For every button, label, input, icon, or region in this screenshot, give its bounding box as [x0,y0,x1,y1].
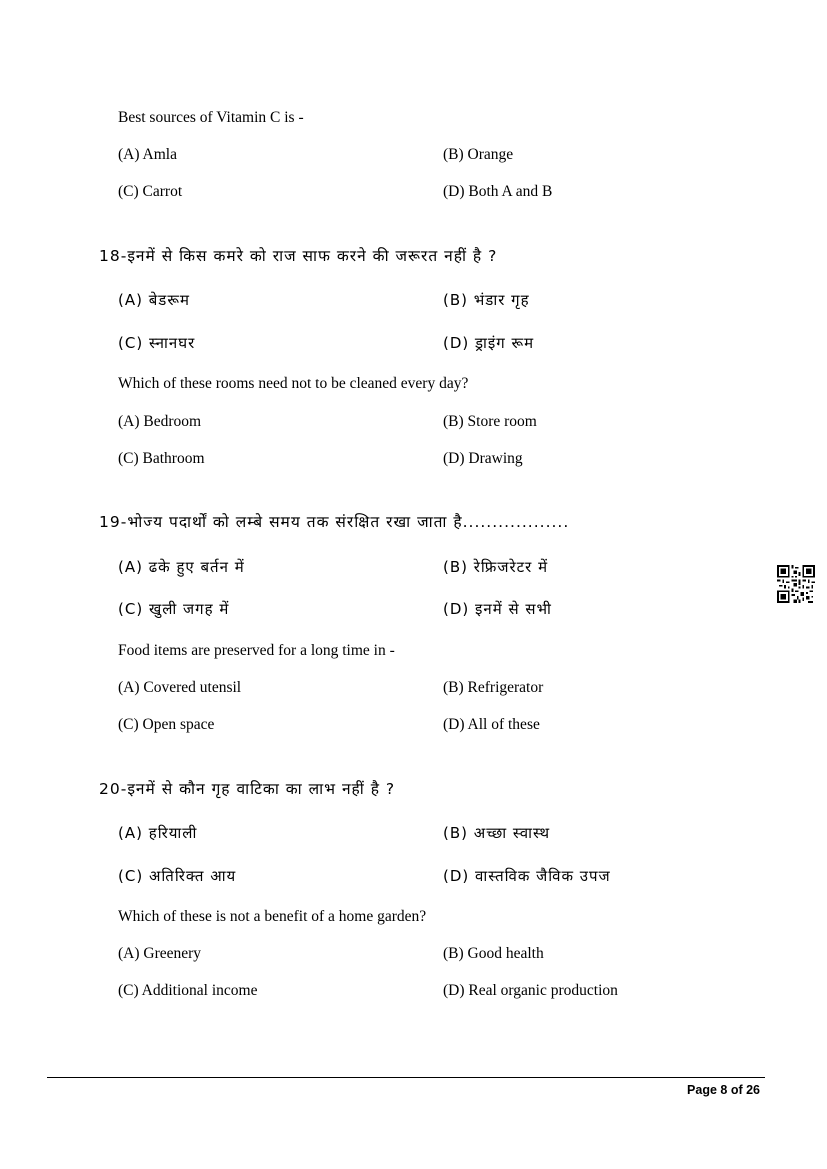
q20-option-a-hi: (A) हरियाली [118,824,198,842]
q20-option-a-en: (A) Greenery [118,945,202,962]
q19-question-hi: 19-भोज्य पदार्थों को लम्बे समय तक संरक्षित रखा जाता है.................. [99,513,570,531]
q18-option-c-hi: (C) स्नानघर [118,334,196,352]
q19-option-a-hi: (A) ढके हुए बर्तन में [118,558,245,576]
page-number: Page 8 of 26 [687,1083,760,1097]
q18-option-a-en: (A) Bedroom [118,413,202,430]
q20-question-hi: 20-इनमें से कौन गृह वाटिका का लाभ नहीं है ? [99,780,396,798]
q19-question-en: Food items are preserved for a long time in - [118,642,395,659]
q20-option-b-hi: (B) अच्छा स्वास्थ [443,824,551,842]
q19-option-c-en: (C) Open space [118,716,215,733]
q18-option-c-en: (C) Bathroom [118,450,205,467]
q19-option-b-hi: (B) रेफ्रिजरेटर में [443,558,549,576]
q19-option-d-en: (D) All of these [443,716,540,733]
q20-option-d-en: (D) Real organic production [443,982,618,999]
q18-option-b-hi: (B) भंडार गृह [443,291,530,309]
q17-question-en: Best sources of Vitamin C is - [118,109,304,126]
q20-option-c-hi: (C) अतिरिक्त आय [118,867,237,885]
q18-question-en: Which of these rooms need not to be cleaned every day? [118,375,469,392]
q19-option-c-hi: (C) खुली जगह में [118,600,230,618]
q19-option-d-hi: (D) इनमें से सभी [443,600,552,618]
q19-option-b-en: (B) Refrigerator [443,679,544,696]
q17-option-b: (B) Orange [443,146,514,163]
qr-code-icon [777,565,815,603]
q18-option-a-hi: (A) बेडरूम [118,291,190,309]
q18-option-d-hi: (D) ड्राइंग रूम [443,334,535,352]
q18-question-hi: 18-इनमें से किस कमरे को राज साफ करने की जरूरत नहीं है ? [99,247,498,265]
q20-option-d-hi: (D) वास्तविक जैविक उपज [443,867,611,885]
q17-option-c: (C) Carrot [118,183,183,200]
q17-option-d: (D) Both A and B [443,183,553,200]
q18-option-b-en: (B) Store room [443,413,537,430]
q18-option-d-en: (D) Drawing [443,450,523,467]
q17-option-a: (A) Amla [118,146,177,163]
q20-question-en: Which of these is not a benefit of a home garden? [118,908,427,925]
q20-option-b-en: (B) Good health [443,945,544,962]
q20-option-c-en: (C) Additional income [118,982,258,999]
footer-divider [47,1077,765,1078]
q19-option-a-en: (A) Covered utensil [118,679,242,696]
